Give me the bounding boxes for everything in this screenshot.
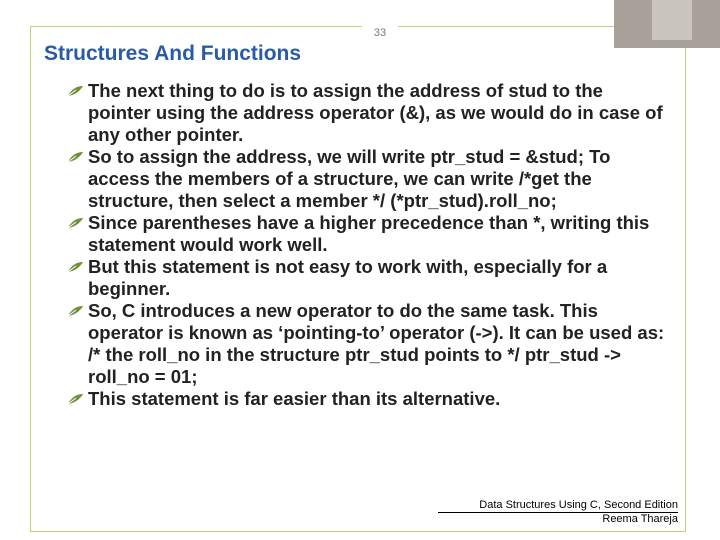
leaf-bullet-icon — [66, 305, 84, 317]
footer — [479, 498, 678, 526]
leaf-bullet-icon — [66, 151, 84, 163]
corner-decoration-inner — [652, 0, 692, 40]
bullet-text: The next thing to do is to assign the address of stud to the pointer using the address operator (&), as we would do in case of any other pointer. — [88, 80, 663, 145]
bullet-text: So, C introduces a new operator to do the same task. This operator is known as ‘pointing-to’ operator (->). It can be used as: /* the roll_no in the structure ptr_stud points to */ ptr_stud -> roll_no = 01; — [88, 300, 665, 387]
slide-number: 33 — [362, 22, 398, 44]
slide-title: Structures And Functions — [44, 42, 302, 65]
bullet-item — [66, 212, 666, 256]
footer-book-title: Data Structures Using C, Second Edition — [479, 499, 678, 511]
bullet-item — [66, 300, 666, 388]
bullet-text: This statement is far easier than its alternative. — [88, 388, 501, 409]
bullet-item — [66, 388, 666, 410]
footer-author: Reema Thareja — [602, 513, 678, 525]
bullet-item — [66, 80, 666, 146]
slide-content — [66, 80, 666, 410]
bullet-item — [66, 146, 666, 212]
bullet-text: Since parentheses have a higher precedence than *, writing this statement would work well. — [88, 212, 650, 255]
leaf-bullet-icon — [66, 393, 84, 405]
leaf-bullet-icon — [66, 261, 84, 273]
bullet-item — [66, 256, 666, 300]
bullet-text: But this statement is not easy to work with, especially for a beginner. — [88, 256, 608, 299]
bullet-text: So to assign the address, we will write ptr_stud = &stud; To access the members of a structure, we can write /*get the structure, then select a member */ (*ptr_stud).roll_no; — [88, 146, 611, 211]
leaf-bullet-icon — [66, 217, 84, 229]
leaf-bullet-icon — [66, 85, 84, 97]
